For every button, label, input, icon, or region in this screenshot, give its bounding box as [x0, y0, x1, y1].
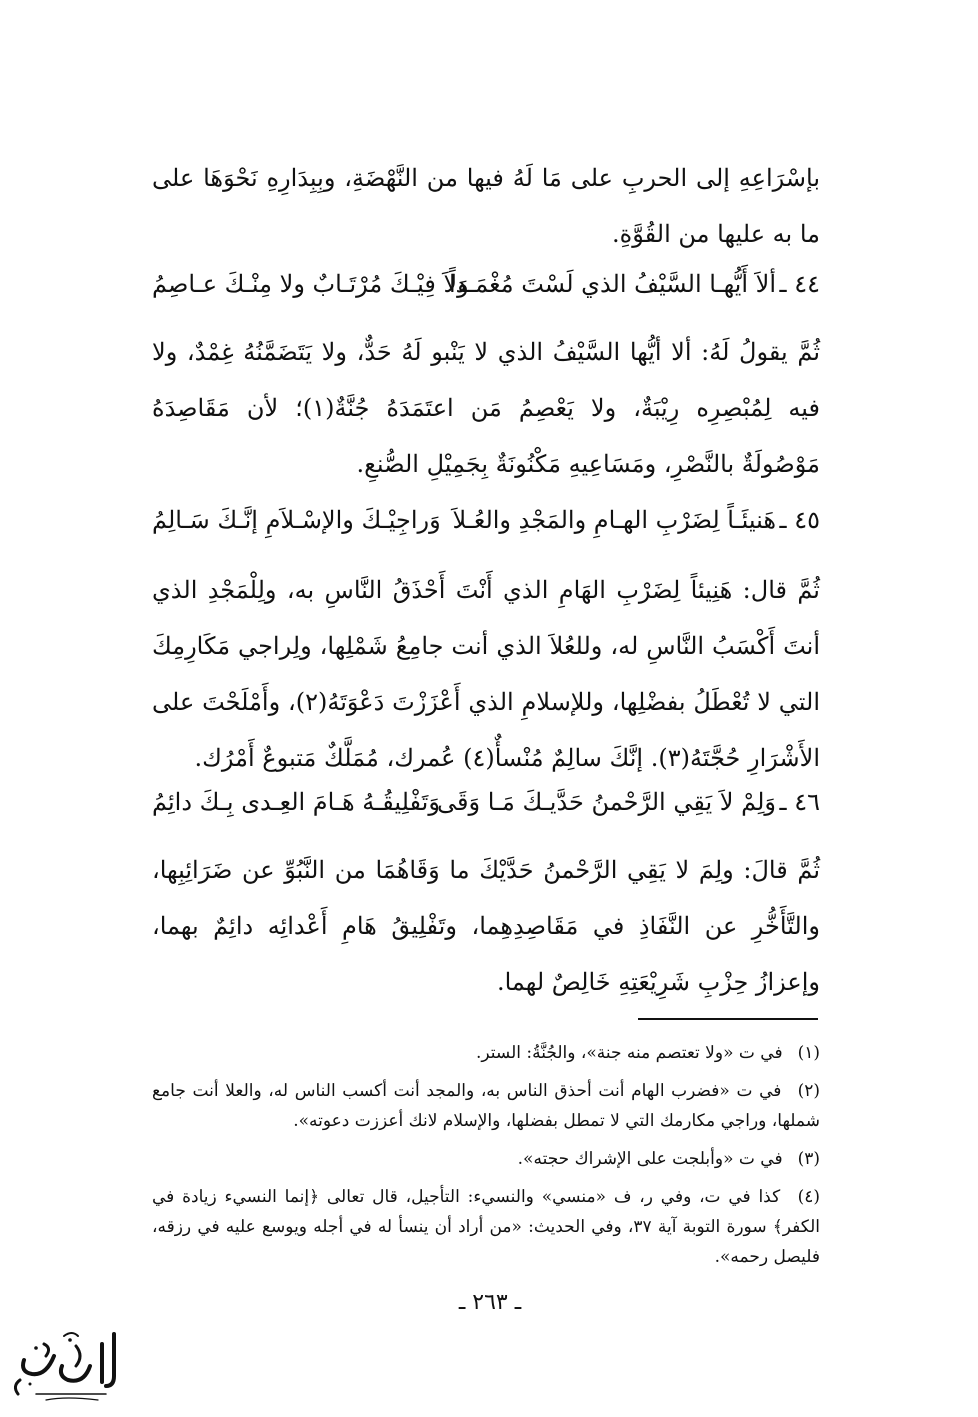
footnote-1 [152, 1038, 820, 1068]
footnote-text: في ت «ولا تعتصم منه جنة»، والجُنَّةُ: الستر. [476, 1043, 783, 1063]
commentary-paragraph-4: ثُمَّ قالَ: ولِمَ لا يَقِي الرَّحْمنُ حَدَّيْكَ ما وَقَاهُمَا من النَّبُوِّ عن ضَرَائِبِها، والتَّأَخُّرِ عن النَّفَاذِ في مَقَاصِدِهِما، وتَفْلِيقُ هَامِ أَعْدائِه دائِمٌ بهما، وإعزازُ حِزْبِ شَرِيْعَتِهِ خَالِصٌ لهما. [152, 856, 821, 996]
verse-second-hemistich: وَلاَ فِيْـكَ مُرْتَـابٌ ولا مِنْـكَ عـاصِمُ [152, 270, 469, 298]
verse-second-hemistich: وَتَفْلِيقُـهُ هَـامَ العِـدى بِـكَ دائِمُ [152, 788, 440, 816]
calligraphy-stamp-icon [6, 1326, 124, 1406]
footnote-number: (٤) [797, 1187, 821, 1207]
library-stamp-logo [6, 1326, 124, 1406]
verse-number: ٤٤ ـ [779, 270, 820, 298]
footnote-text: في ت «فضرب الهام أنت أحذق الناس به، والمجد أنت أكسب الناس له، والعلا أنت جامع شملها، وراجي مكارمك التي لا تمطل بفضلها، والإسلام لانك أعززت دعوته». [152, 1081, 820, 1131]
verse-number: ٤٥ ـ [779, 506, 820, 534]
commentary-paragraph-2: ثُمَّ يقولُ لَهُ: ألا أيُّها السَّيْفُ الذي لا يَنْبو لَهُ حَدٌّ، ولا يَتَضَمَّنُهُ غِمْدٌ، ولا فيه لِمُبْصِرِه رِيْبَةٌ، ولا يَعْصِمُ مَن اعتَمَدَهُ جُنَّةٌ(١)؛ لأن مَقَاصِدَهُ مَوْصُولَةٌ بالنَّصْرِ، ومَسَاعِيهِ مَكْنُونَةٌ بِجَمِيْلِ الصُّنعِ. [152, 338, 821, 478]
footnote-3 [152, 1144, 820, 1174]
commentary-paragraph-1: بإسْرَاعِهِ إلى الحربِ على مَا لَهُ فيها من النَّهْضَةِ، وبِبِدَارِهِ نَحْوَهَا على ما به عليها من القُوَّةِ. [152, 164, 820, 248]
footnote-number: (١) [797, 1043, 820, 1063]
verse-45 [152, 500, 820, 540]
footnote-number: (٢) [797, 1081, 820, 1101]
commentary-paragraph-3: ثُمَّ قال: هَنِيئاً لِضَرْبِ الهَامِ الذي أَنْتَ أَحْذَقُ النَّاسِ به، ولِلْمَجْدِ الذي أنتَ أَكْسَبُ النَّاسِ له، وللعُلاَ الذي أنت جامِعُ شَمْلِها، ولِراجي مَكَارِمِكَ التي لا تُعْطَلُ بفضْلِها، وللإسلامِ الذي أَعْزَزْتَ دَعْوَتَهُ(٢)، وأَمْلَحْتَ على الأَشْرَارِ حُجَّتَهُ(٣). إنَّكَ سالِمٌ مُنْسأٌ(٤) عُمرك، مُمَلَّكٌ مَتبوعٌ أَمْرُك. [152, 576, 820, 772]
footnote-separator [638, 1018, 818, 1020]
verse-44 [152, 264, 820, 304]
verse-first-hemistich: وَلِمْ لاَ يَقِي الرَّحْمنُ حَدَّيـكَ مَـا وَقَى [437, 788, 776, 816]
footnote-4 [152, 1182, 820, 1272]
verse-46 [152, 782, 820, 822]
verse-first-hemistich: ألاَ أَيُّهـا السَّيْفُ الذي لَسْتَ مُغْمَـداً [449, 270, 776, 298]
page-number: ـ ٢٦٣ ـ [458, 1290, 522, 1315]
footnote-text: كذا في ت، وفي ر، ف «منسي» والنسيء: التأجيل، قال تعالى ﴿إنما النسيء زيادة في الكفر﴾ سورة التوبة آية ٣٧، وفي الحديث: «من أراد أن ينسأ له في أجله ويوسع عليه في رزقه، فليصل رحمه». [152, 1187, 820, 1267]
footnote-2 [152, 1076, 820, 1136]
verse-number: ٤٦ ـ [779, 788, 820, 816]
verse-second-hemistich: وَراجِيْـكَ والإسْـلاَمِ إنَّـكَ سَـالِمُ [152, 506, 441, 534]
footnote-number: (٣) [797, 1149, 820, 1169]
footnote-text: في ت «وأبلجت على الإشراك حجته». [517, 1149, 783, 1169]
verse-first-hemistich: هَنيئَـاً لِضَرْبِ الهـامِ والمَجْدِ والعُـلاَ [452, 506, 776, 534]
